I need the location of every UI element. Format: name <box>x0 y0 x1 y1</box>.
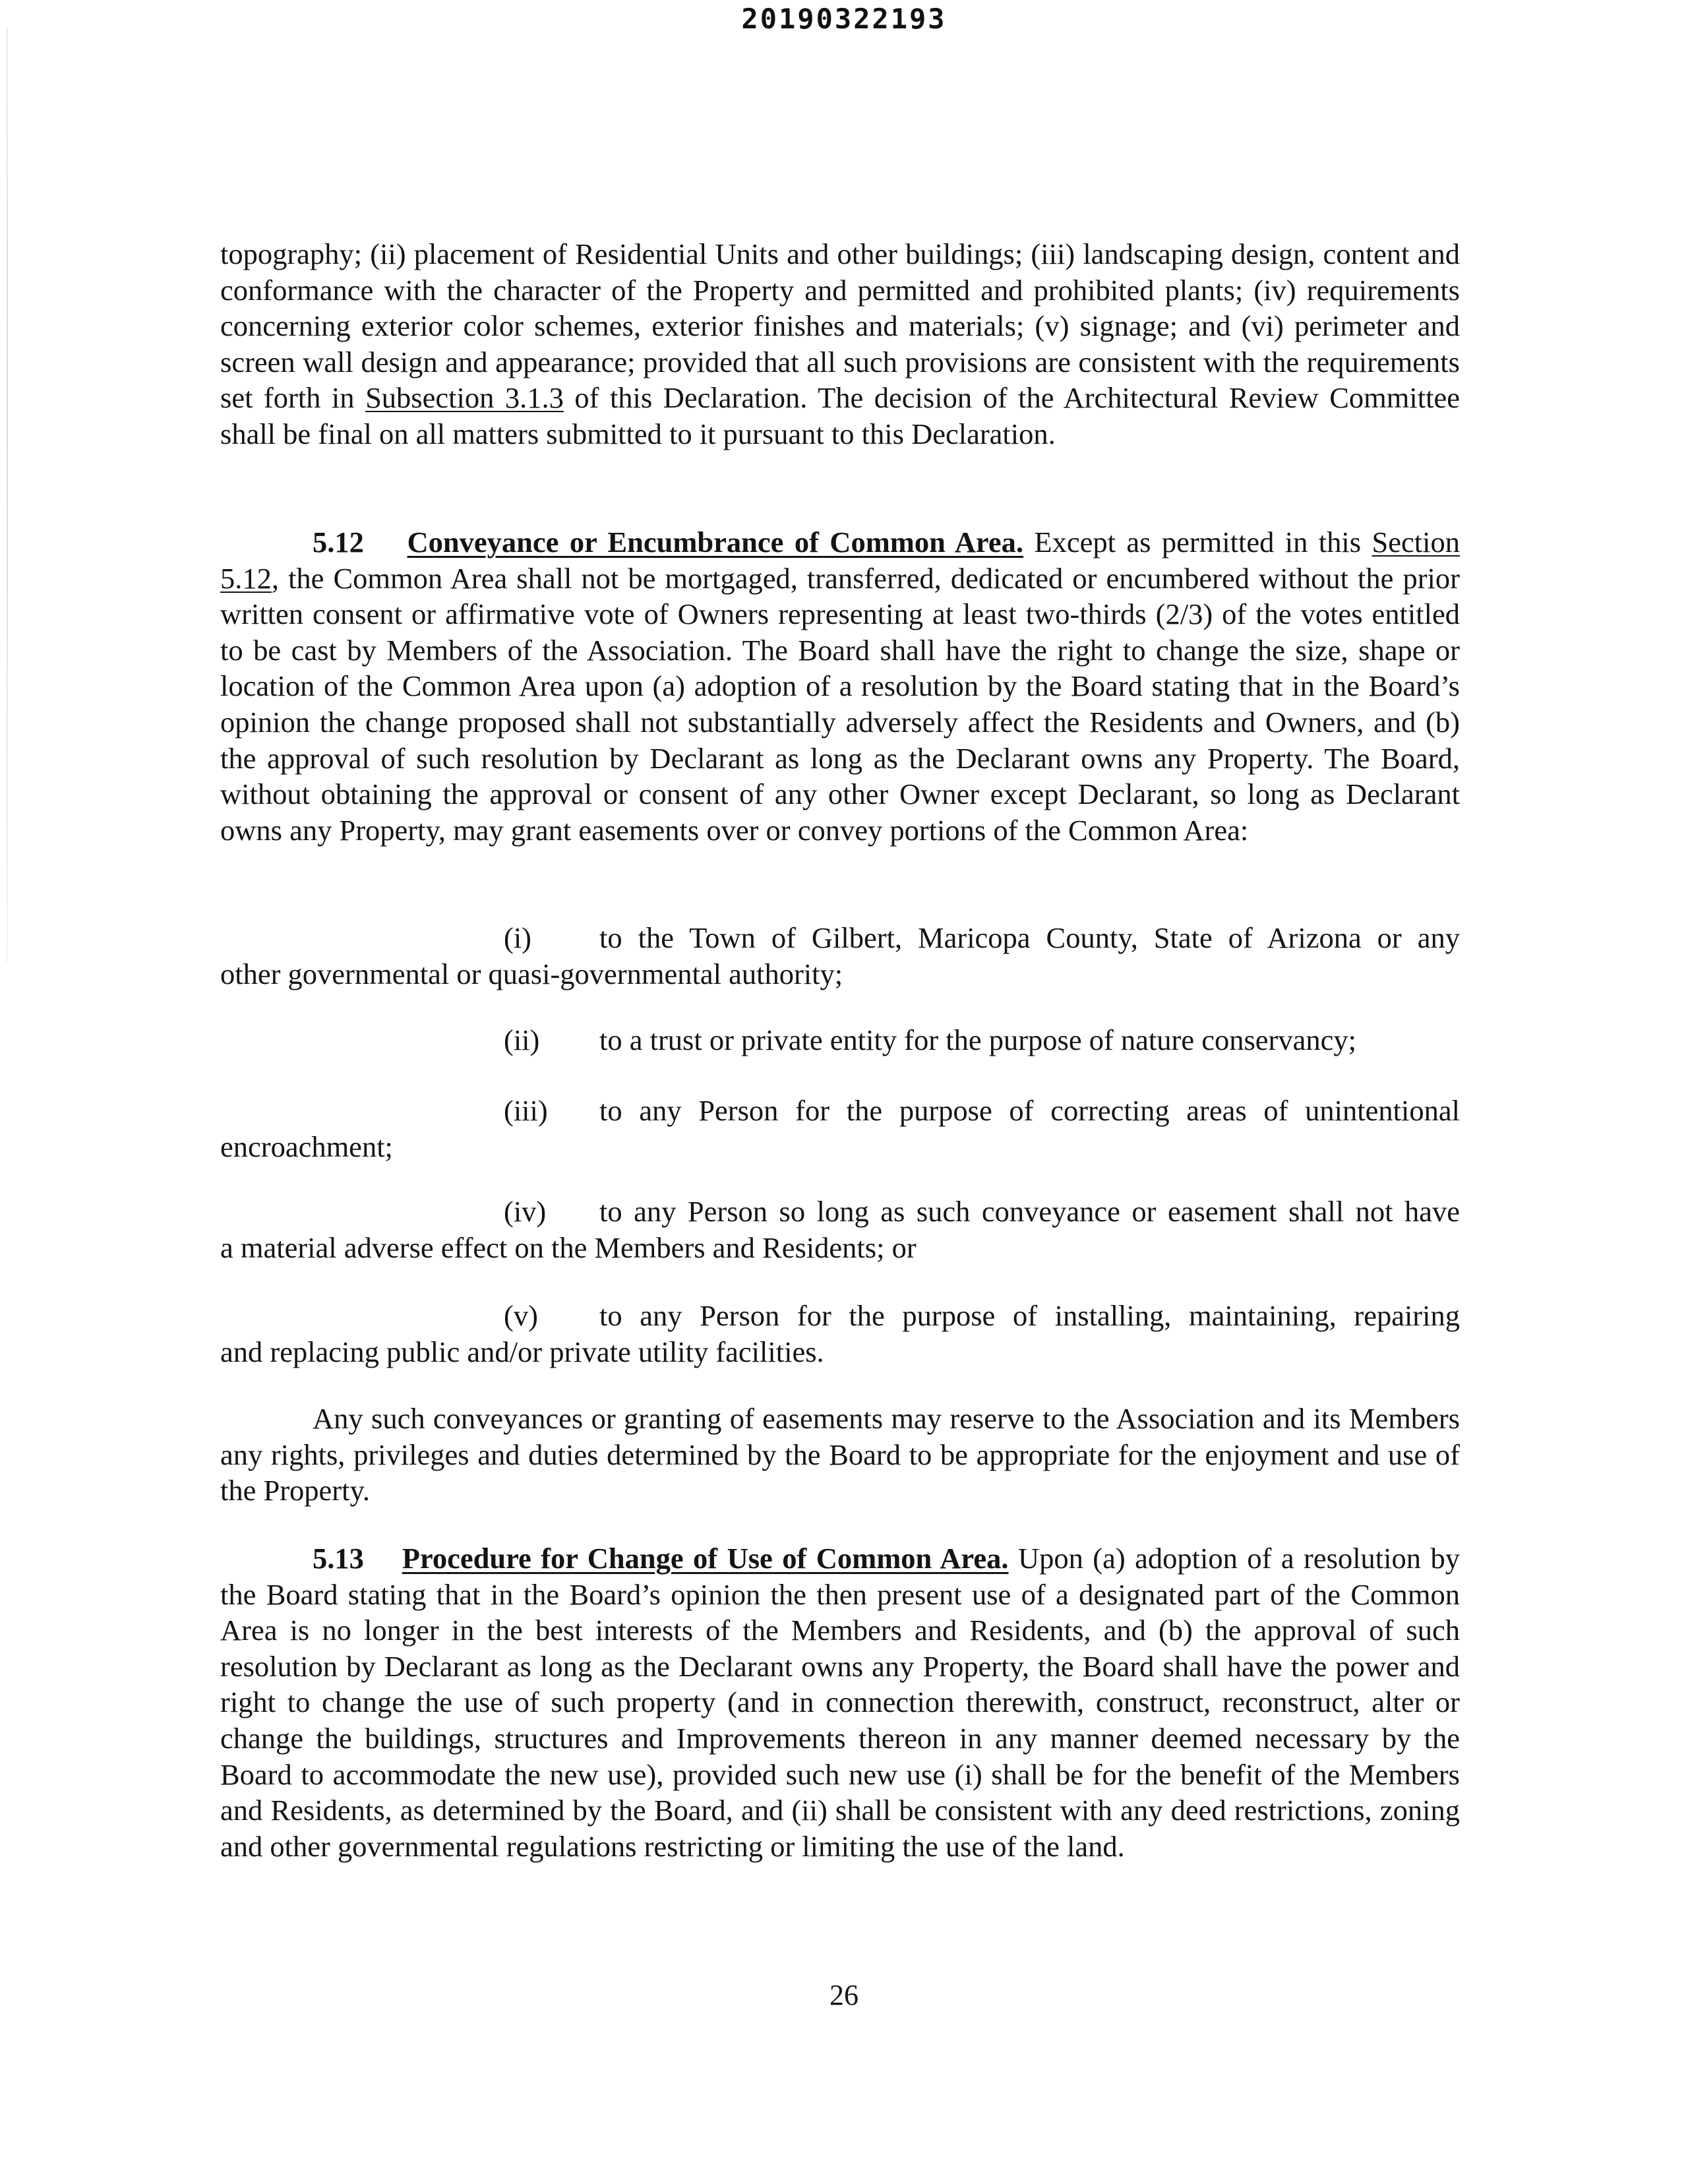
section-text: Upon (a) adoption of a resolution by the Board stating that in the Board’s opinion the then present use of a designated part of the Common Area is no longer in the best interests of the Members and Residents, and (b) the approval of such resolution by Declarant as long as the Declarant owns any Property, the Board shall have the power and right to change the use of such property (and in connection therewith, construct, reconstruct, alter or change the buildings, structures and Improvements thereon in any manner deemed necessary by the Board to accommodate the new use), provided such new use (i) shall be for the benefit of the Members and Residents, as determined by the Board, and (ii) shall be consistent with any deed restrictions, zoning and other governmental regulations restricting or limiting the use of the land. <box>220 1542 1460 1863</box>
conveyance-paragraph <box>220 1401 1460 1509</box>
conveyance-text: Any such conveyances or granting of easements may reserve to the Association and its Members any rights, privileges and duties determined by the Board to be appropriate for the enjoyment and use of the Property. <box>220 1402 1460 1507</box>
list-marker: (i) <box>504 921 532 954</box>
continuation-text-a: topography; (ii) placement of Residential Units and other buildings; (iii) landscaping design, content and conformance with the character of the Property and permitted and prohibited plants; (iv) requirements concerning exterior color schemes, exterior finishes and materials; (v) signage; and (vi) perimeter and screen wall design and appearance; provided that all such provisions are consistent with the requirements set forth in <box>220 237 1460 415</box>
list-item-continuation: other governmental or quasi-governmental authority; <box>220 957 843 990</box>
recording-number: 20190322193 <box>741 3 947 35</box>
list-item <box>220 1194 1460 1265</box>
list-item-text: to any Person so long as such conveyance or easement shall not have <box>599 1195 1460 1228</box>
list-item <box>220 1093 1460 1165</box>
section-number: 5.13 <box>313 1542 364 1575</box>
list-item-text: to the Town of Gilbert, Maricopa County, State of Arizona or any <box>599 921 1460 954</box>
list-marker: (v) <box>504 1299 538 1332</box>
list-item-continuation: and replacing public and/or private utility facilities. <box>220 1335 824 1368</box>
scan-edge-artifact <box>7 26 8 963</box>
list-marker: (iii) <box>504 1094 548 1127</box>
page-number: 26 <box>829 1979 859 2011</box>
continuation-paragraph <box>220 236 1460 452</box>
list-item-text: to a trust or private entity for the purpose of nature conservancy; <box>599 1023 1356 1056</box>
section-reference: Section 5.12 <box>220 526 1460 595</box>
list-marker: (iv) <box>504 1195 547 1228</box>
section-text-a: Except as permitted in this <box>1023 526 1372 559</box>
list-item <box>220 920 1460 992</box>
list-item-text: to any Person for the purpose of installing, maintaining, repairing <box>599 1299 1460 1332</box>
section-number: 5.12 <box>313 526 364 559</box>
list-item-continuation: encroachment; <box>220 1130 393 1163</box>
list-marker: (ii) <box>504 1023 540 1056</box>
section-5-12 <box>220 524 1460 848</box>
section-title: Procedure for Change of Use of Common Area. <box>402 1542 1009 1575</box>
list-item-continuation: a material adverse effect on the Members and Residents; or <box>220 1230 917 1264</box>
list-item <box>220 1022 1460 1058</box>
list-item-text: to any Person for the purpose of correcting areas of unintentional <box>599 1094 1460 1127</box>
section-text-b: , the Common Area shall not be mortgaged, transferred, dedicated or encumbered without the prior written consent or affirmative vote of Owners representing at least two-thirds (2/3) of the votes entitled to be cast by Members of the Association. The Board shall have the right to change the size, shape or location of the Common Area upon (a) adoption of a resolution by the Board stating that in the Board’s opinion the change proposed shall not substantially adversely affect the Residents and Owners, and (b) the approval of such resolution by Declarant as long as the Declarant owns any Property. The Board, without obtaining the approval or consent of any other Owner except Declarant, so long as Declarant owns any Property, may grant easements over or convey portions of the Common Area: <box>220 561 1460 847</box>
list-item <box>220 1298 1460 1370</box>
section-5-13 <box>220 1540 1460 1864</box>
section-title: Conveyance or Encumbrance of Common Area. <box>407 526 1023 559</box>
continuation-text-b: of this Declaration. The decision of the Architectural Review Committee shall be final on all matters submitted to it pursuant to this Declaration. <box>220 381 1460 450</box>
subsection-reference: Subsection 3.1.3 <box>365 381 564 415</box>
